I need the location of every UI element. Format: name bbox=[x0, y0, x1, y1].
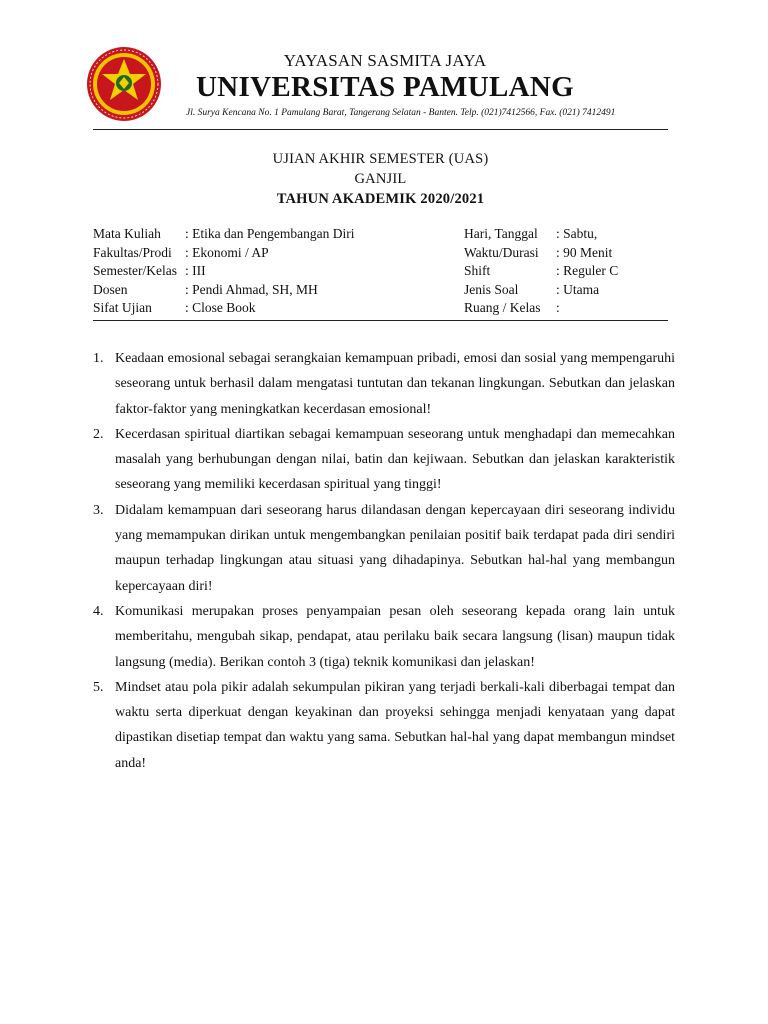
info-value: : Close Book bbox=[185, 300, 256, 316]
info-value: : Pendi Ahmad, SH, MH bbox=[185, 281, 318, 297]
info-value: : Ekonomi / AP bbox=[185, 244, 269, 260]
question-number: 3. bbox=[93, 502, 104, 518]
question-number: 4. bbox=[93, 603, 104, 619]
info-row-semester bbox=[93, 262, 354, 281]
question-text: Komunikasi merupakan proses penyampaian pesan oleh seseorang kepada orang lain untuk memberitahu, mengubah sikap, pendapat, atau perilaku baik secara langsung (lisan) maupun tidak langsung (media). Berikan contoh 3 (tiga) teknik komunikasi dan jelaskan! bbox=[115, 603, 675, 670]
university-address: Jl. Surya Kencana No. 1 Pamulang Barat, Tangerang Selatan - Banten. Telp. (021)7412566, Fax. (021) 7412491 bbox=[186, 108, 616, 118]
info-value: : Reguler C bbox=[556, 263, 619, 279]
question-item bbox=[93, 599, 675, 675]
question-number: 5. bbox=[93, 679, 104, 695]
info-row-exam-type bbox=[93, 299, 354, 318]
exam-academic-year: TAHUN AKADEMIK 2020/2021 bbox=[276, 191, 485, 207]
question-item bbox=[93, 422, 675, 498]
info-value: : Sabtu, bbox=[556, 226, 598, 241]
question-text: Kecerdasan spiritual diartikan sebagai kemampuan seseorang untuk menghadapi dan memecahkan masalah yang berhubungan dengan nilai, batin dan kejiwaan. Sebutkan dan jelaskan karakteristik seseorang yang memiliki kecerdasan spiritual yang tinggi! bbox=[115, 426, 675, 493]
info-value: : Etika dan Pengembangan Diri bbox=[185, 226, 355, 241]
info-label: Shift bbox=[464, 263, 491, 279]
info-label: Sifat Ujian bbox=[93, 300, 152, 316]
question-list bbox=[93, 346, 675, 776]
info-value: : 90 Menit bbox=[556, 244, 613, 260]
info-label: Hari, Tanggal bbox=[464, 226, 538, 241]
info-label: Semester/Kelas bbox=[93, 263, 177, 279]
question-number: 1. bbox=[93, 351, 104, 366]
info-label: Mata Kuliah bbox=[93, 226, 161, 241]
question-number: 2. bbox=[93, 426, 104, 442]
info-row-date bbox=[464, 225, 618, 244]
info-row-question-type bbox=[464, 281, 618, 300]
question-item bbox=[93, 675, 675, 776]
info-label: Jenis Soal bbox=[464, 281, 519, 297]
exam-semester: GANJIL bbox=[354, 171, 407, 187]
info-row-duration bbox=[464, 244, 618, 263]
info-row-faculty bbox=[93, 244, 354, 263]
info-label: Fakultas/Prodi bbox=[93, 244, 172, 260]
info-label: Waktu/Durasi bbox=[464, 244, 539, 260]
university-name: UNIVERSITAS PAMULANG bbox=[196, 71, 574, 103]
info-divider bbox=[93, 320, 668, 321]
info-row-shift bbox=[464, 262, 618, 281]
info-row-lecturer bbox=[93, 281, 354, 300]
question-text: Mindset atau pola pikir adalah sekumpulan pikiran yang terjadi berkali-kali diberbagai tempat dan waktu serta diperkuat dengan keyakinan dan proyeksi sehingga menjadi kenyataan yang dapat dipastikan disetiap tempat dan waktu yang sama. Sebutkan hal-hal yang dapat membangun mindset anda! bbox=[115, 679, 675, 771]
exam-info-right bbox=[464, 225, 618, 318]
info-row-course bbox=[93, 225, 354, 244]
info-value: : bbox=[556, 300, 560, 316]
exam-info-left bbox=[93, 225, 354, 318]
question-text: Keadaan emosional sebagai serangkaian kemampuan pribadi, emosi dan sosial yang mempengaruhi seseorang untuk berhasil dalam mengatasi tuntutan dan tekanan lingkungan. Sebutkan dan jelaskan faktor-faktor yang meningkatkan kecerdasan emosional! bbox=[115, 351, 675, 417]
info-value: : III bbox=[185, 263, 206, 279]
exam-title: UJIAN AKHIR SEMESTER (UAS) bbox=[272, 151, 489, 167]
foundation-name: YAYASAN SASMITA JAYA bbox=[283, 51, 487, 70]
info-label: Ruang / Kelas bbox=[464, 300, 541, 316]
header-divider bbox=[93, 129, 668, 130]
info-value: : Utama bbox=[556, 281, 600, 297]
info-label: Dosen bbox=[93, 281, 128, 297]
info-row-room bbox=[464, 299, 618, 318]
question-item bbox=[93, 498, 675, 599]
question-text: Didalam kemampuan dari seseorang harus dilandasan dengan kepercayaan diri seseorang individu yang memampukan dirikan untuk mengembangkan penilaian positif baik terdapat pada diri sendiri maupun terhadap lingkungan atau situasi yang dihadapinya. Sebutkan hal-hal yang membangun kepercayaan diri! bbox=[115, 502, 675, 594]
university-seal-icon bbox=[86, 46, 162, 122]
question-item bbox=[93, 346, 675, 422]
